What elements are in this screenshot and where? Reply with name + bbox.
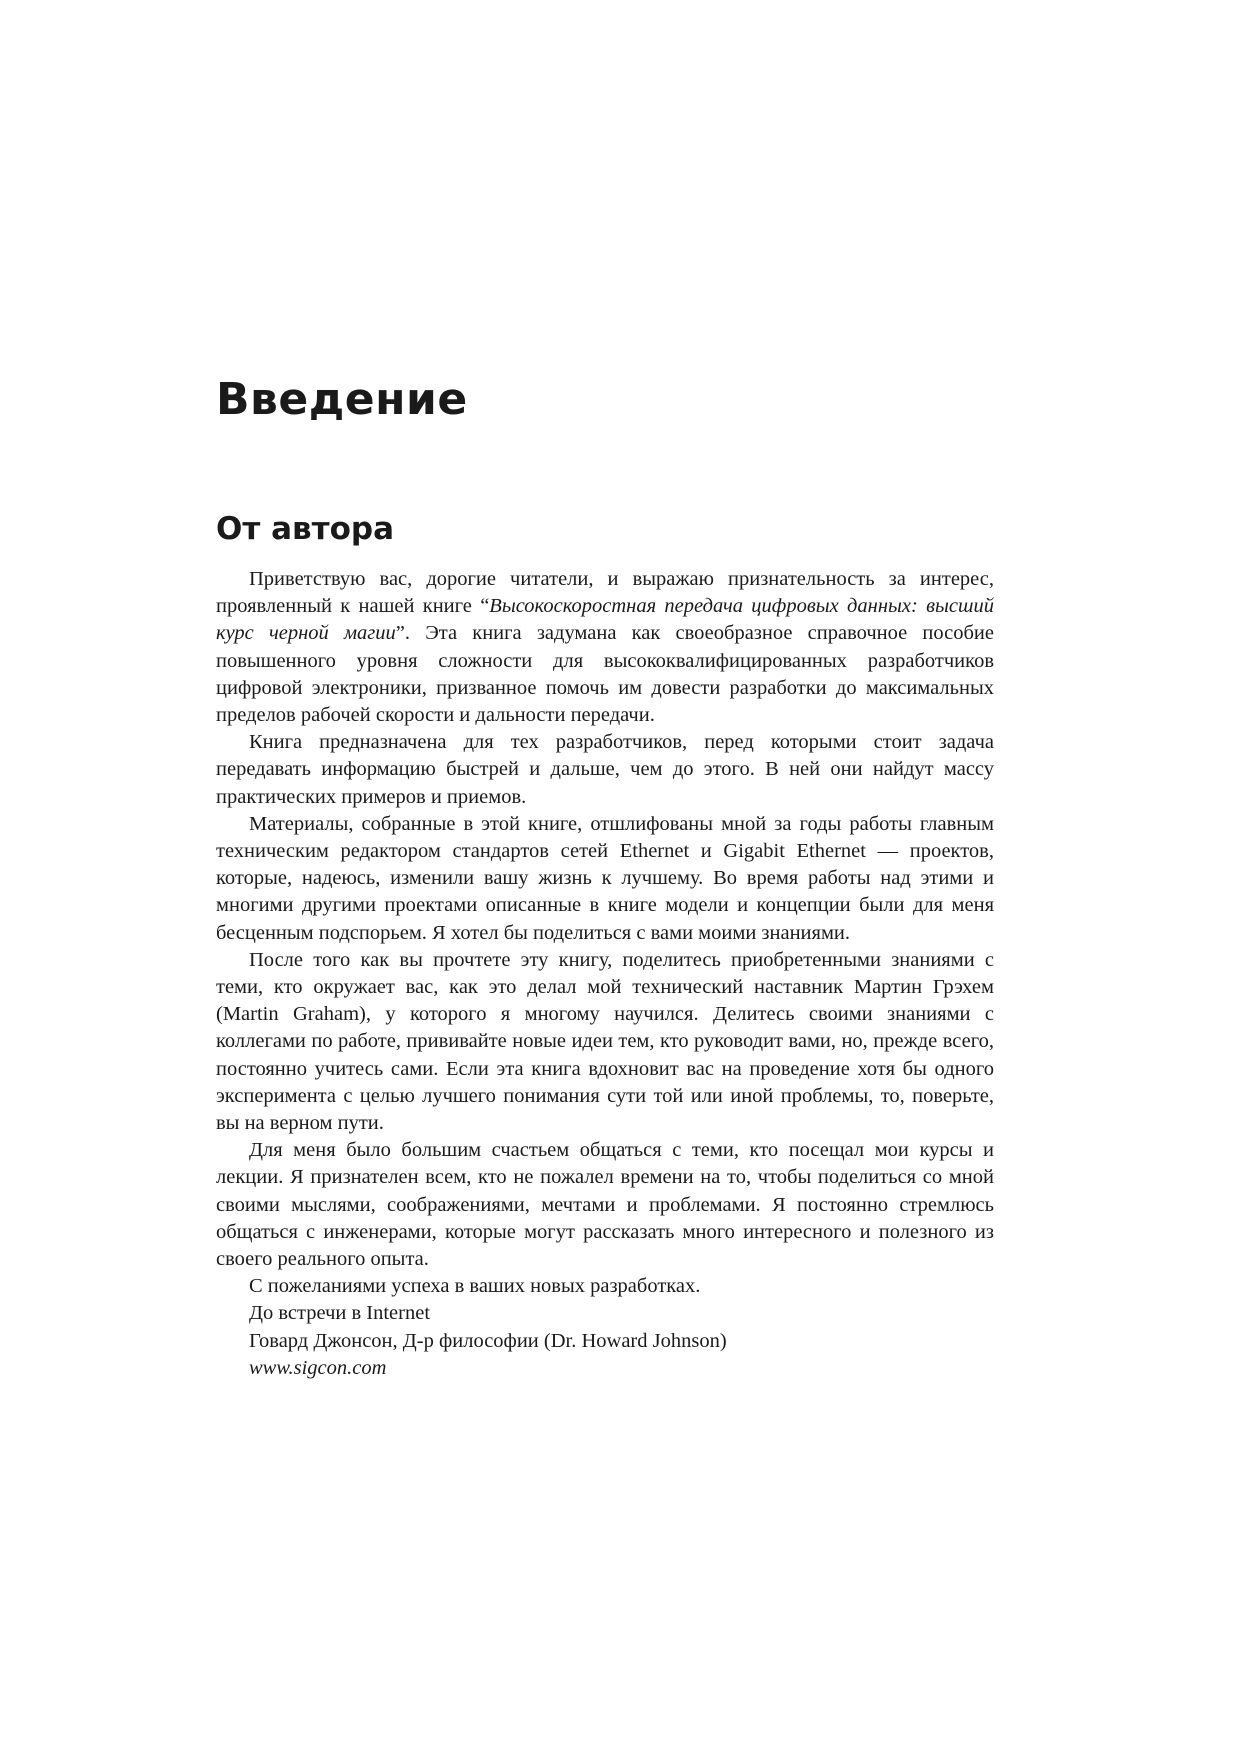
paragraph-1-text-end: ”. Эта книга задумана как своеобразное справочное пособие повышенного уровня сложности для высококвалифицированных разработчиков цифровой электроники, призванное помочь им довести разработки до максимальных пределов рабочей скорости и дальности передачи. — [216, 622, 994, 727]
paragraph-1 — [216, 566, 994, 729]
paragraph-5: Для меня было большим счастьем общаться с теми, кто посещал мои курсы и лекции. Я признателен всем, кто не пожалел времени на то, чтобы поделиться со мной своими мыслями, соображениями, мечтами и проблемами. Я постоянно стремлюсь общаться с инженерами, которые могут рассказать много интересного и полезного из своего реального опыта. — [216, 1139, 994, 1271]
paragraph-2: Книга предназначена для тех разработчиков, перед которыми стоит задача передавать информацию быстрей и дальше, чем до этого. В ней они найдут массу практических примеров и приемов. — [216, 731, 994, 808]
foreword-body — [216, 566, 994, 1382]
section-title: От автора — [216, 511, 395, 547]
paragraph-4: После того как вы прочтете эту книгу, поделитесь приобретенными знаниями с теми, кто окружает вас, как это делал мой технический наставник Мартин Грэхем (Martin Graham), у которого я многому научился. Делитесь своими знаниями с коллегами по работе, прививайте новые идеи тем, кто руководит вами, но, прежде всего, постоянно учитесь сами. Если эта книга вдохновит вас на проведение хотя бы одного эксперимента с целью лучшего понимания сути той или иной проблемы, то, поверьте, вы на верном пути. — [216, 948, 994, 1135]
paragraph-3: Материалы, собранные в этой книге, отшлифованы мной за годы работы главным техническим редактором стандартов сетей Ethernet и Gigabit Ethernet — проектов, которые, надеюсь, изменили вашу жизнь к лучшему. Во время работы над этими и многими другими проектами описанные в книге модели и концепции были для меня бесценным подспорьем. Я хотел бы поделиться с вами моими знаниями. — [216, 812, 994, 944]
paragraph-1-text-start: Приветствую вас, дорогие читатели, и выражаю признательность за интерес, проявленный к нашей книге “ — [216, 568, 994, 618]
author-signature: Говард Джонсон, Д-р философии (Dr. Howard Johnson) — [249, 1329, 727, 1352]
closing-farewell: До встречи в Internet — [249, 1302, 431, 1325]
book-title-italic: Высокоскоростная передача цифровых данных: высший курс черной магии — [216, 595, 994, 645]
closing-wishes: С пожеланиями успеха в ваших новых разработках. — [249, 1275, 701, 1298]
author-website: www.sigcon.com — [249, 1356, 387, 1379]
chapter-title: Введение — [216, 374, 468, 425]
